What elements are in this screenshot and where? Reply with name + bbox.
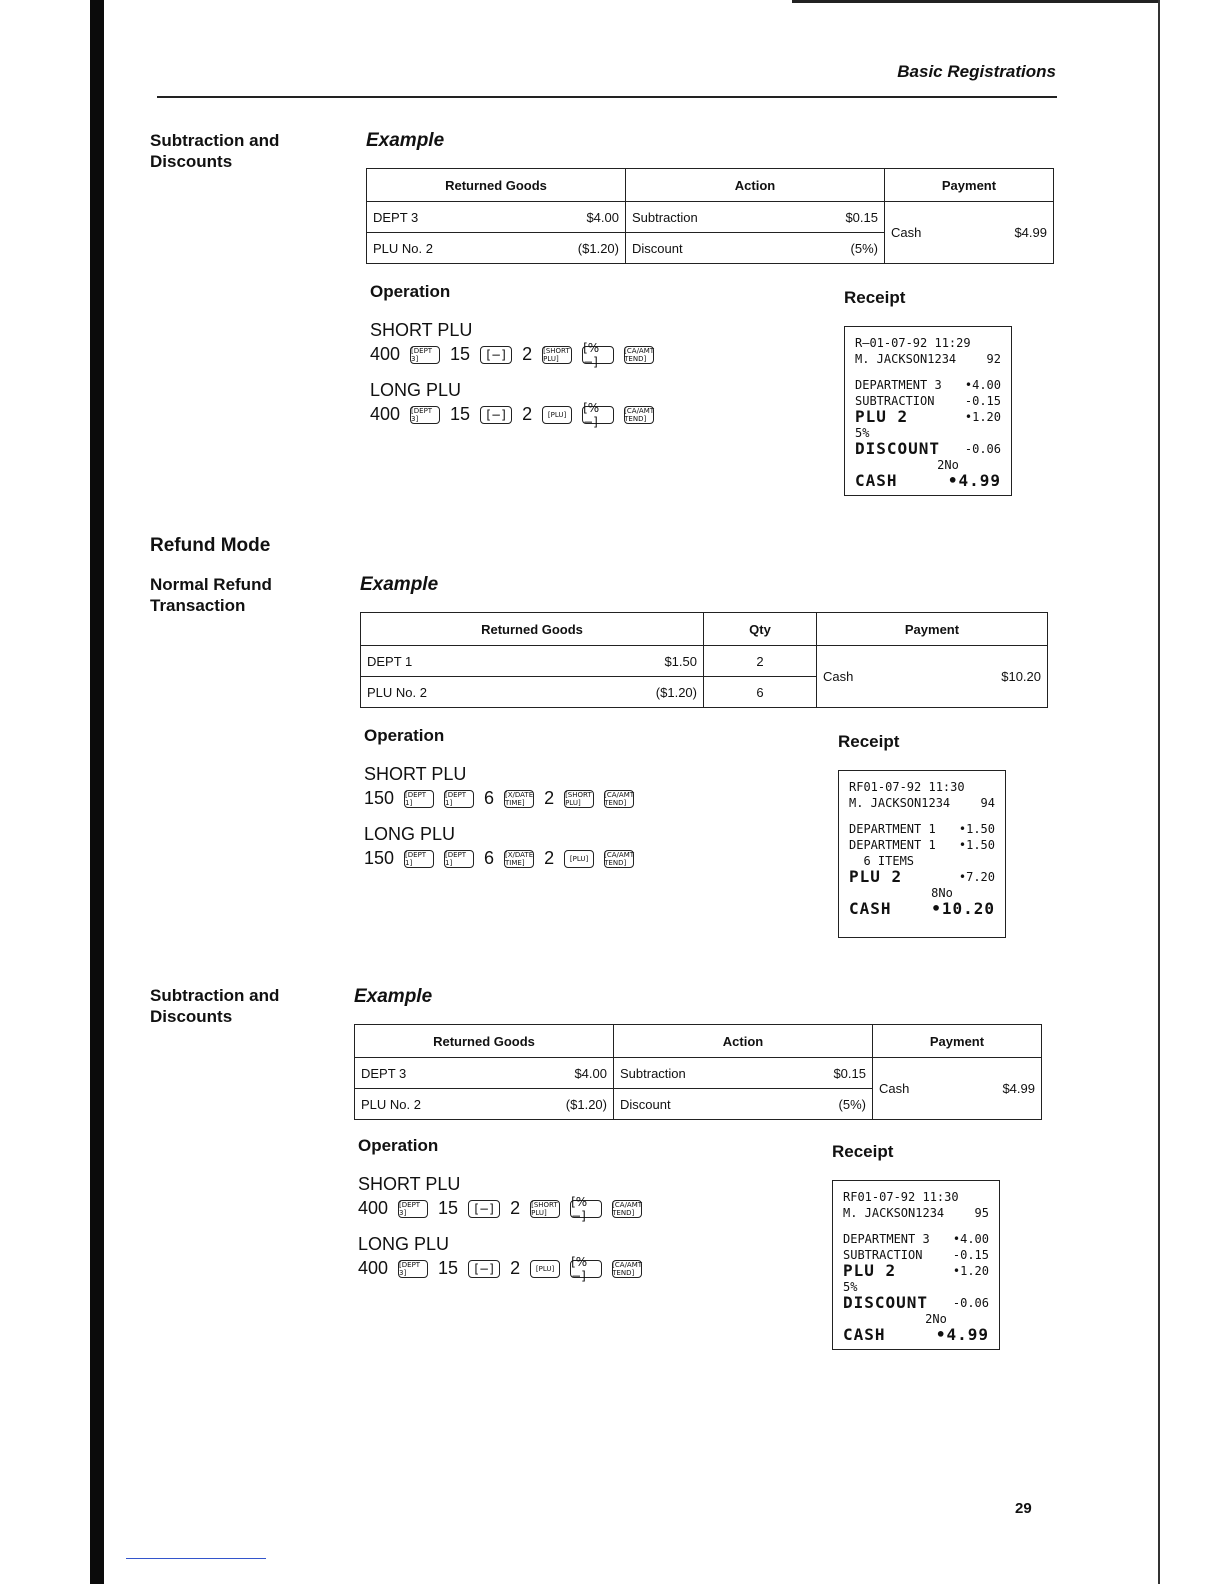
payment-method: Cash: [879, 1081, 910, 1096]
binding-edge: [90, 0, 104, 1584]
operation-title: Operation: [358, 1136, 439, 1155]
table-cell: [626, 202, 885, 233]
payment-amount: $10.20: [1001, 669, 1041, 684]
receipt-count: 2No: [937, 458, 959, 472]
example-label: Example: [366, 130, 445, 151]
receipt-line-label: 6 ITEMS: [849, 854, 915, 868]
receipt-line-value: •1.50: [958, 822, 995, 836]
payment-amount: $4.99: [1014, 225, 1047, 240]
table-cell: [614, 1058, 873, 1089]
item-amount: $4.00: [574, 1065, 607, 1081]
top-edge-line: [792, 0, 1160, 3]
table-cell: [367, 202, 626, 233]
key-entry: 15: [450, 404, 471, 424]
short-plu-label: SHORT PLU: [358, 1174, 461, 1194]
receipt-line-value: •4.00: [952, 1232, 989, 1246]
cash-tend-key: [CA/AMT TEND]: [612, 1260, 643, 1277]
item-amount: ($1.20): [565, 1096, 607, 1112]
short-plu-keys: [370, 340, 655, 369]
key-entry: 400: [370, 404, 401, 424]
receipt-line-label: DISCOUNT: [843, 1293, 929, 1312]
key-entry: 150: [364, 788, 395, 808]
key-entry: 400: [358, 1198, 389, 1218]
item-amount: $4.00: [586, 209, 619, 225]
side-label-subtraction-discounts-2: Subtraction and Discounts: [150, 986, 280, 1026]
short-plu-key: [SHORT PLU]: [542, 346, 572, 364]
percent-minus-key: [%−]: [570, 1260, 602, 1278]
dept-key: [DEPT 1]: [444, 790, 474, 808]
receipt-total-label: CASH: [843, 1325, 886, 1344]
action-name: Subtraction: [632, 209, 698, 225]
key-entry: 400: [370, 344, 401, 364]
example-label: Example: [354, 986, 433, 1007]
item-name: DEPT 3: [373, 209, 419, 225]
short-plu-key: [SHORT PLU]: [564, 790, 594, 808]
receipt-line-value: -0.15: [952, 1248, 989, 1262]
receipt-clerk: M. JACKSON1234: [849, 796, 951, 810]
short-plu-key: [SHORT PLU]: [530, 1200, 560, 1218]
receipt-line-label: DISCOUNT: [855, 439, 941, 458]
cash-tend-key: [CA/AMT TEND]: [612, 1200, 643, 1217]
example-label: Example: [360, 574, 439, 595]
dept-key: [DEPT 3]: [410, 346, 440, 364]
col-header: Action: [614, 1025, 873, 1058]
operation-title: Operation: [364, 726, 445, 745]
key-entry: 15: [450, 344, 471, 364]
item-name: PLU No. 2: [367, 684, 427, 700]
receipt-header: RF01-07-92 11:30: [849, 780, 965, 794]
payment-cell: [817, 646, 1048, 708]
receipt-total-label: CASH: [855, 471, 898, 490]
long-plu-keys: [358, 1254, 643, 1283]
footer-line: [126, 1558, 266, 1559]
table-cell: [361, 677, 704, 708]
receipt-line-label: PLU 2: [843, 1261, 897, 1280]
short-plu-keys: [364, 788, 634, 809]
key-entry: 6: [484, 788, 495, 808]
key-entry: 2: [544, 788, 555, 808]
table-cell: [355, 1089, 614, 1120]
action-name: Subtraction: [620, 1065, 686, 1081]
col-header: Payment: [817, 613, 1048, 646]
receipt-line-value: •7.20: [958, 870, 995, 884]
key-entry: 15: [438, 1258, 459, 1278]
receipt-line-label: SUBTRACTION: [855, 394, 935, 408]
receipt-count: 8No: [931, 886, 953, 900]
cash-tend-key: [CA/AMT TEND]: [624, 346, 655, 363]
short-plu-label: SHORT PLU: [370, 320, 473, 340]
minus-key: [−]: [480, 406, 512, 424]
receipt-line-label: PLU 2: [849, 867, 903, 886]
item-amount: ($1.20): [577, 240, 619, 256]
right-edge-line: [1158, 0, 1160, 1584]
minus-key: [−]: [468, 1200, 500, 1218]
receipt-line-value: •1.20: [952, 1264, 989, 1278]
example-section-2: [360, 574, 1060, 974]
col-header: Returned Goods: [355, 1025, 614, 1058]
dept-key: [DEPT 1]: [444, 850, 474, 868]
key-entry: 2: [522, 404, 533, 424]
receipt-line-value: -0.15: [964, 394, 1001, 408]
payment-cell: [885, 202, 1054, 264]
key-entry: 2: [522, 344, 533, 364]
receipt-line-label: 5%: [855, 426, 870, 440]
action-amount: (5%): [838, 1096, 866, 1112]
col-header: Returned Goods: [367, 169, 626, 202]
receipt-line-label: PLU 2: [855, 407, 909, 426]
key-entry: 2: [510, 1198, 521, 1218]
receipt-clerk: M. JACKSON1234: [843, 1206, 945, 1220]
short-plu-label: SHORT PLU: [364, 764, 467, 784]
item-name: DEPT 3: [361, 1065, 407, 1081]
table-cell: [614, 1089, 873, 1120]
operation-title: Operation: [370, 282, 451, 301]
side-heading-refund-mode: Refund Mode: [150, 535, 271, 556]
payment-method: Cash: [891, 225, 922, 240]
receipt-count: 2No: [925, 1312, 947, 1326]
key-entry: 400: [358, 1258, 389, 1278]
receipt-line-label: DEPARTMENT 1: [849, 822, 936, 836]
long-plu-keys: [370, 400, 655, 429]
receipt-title: Receipt: [844, 288, 906, 307]
qty-cell: 6: [704, 677, 817, 708]
plu-key: [PLU]: [564, 850, 594, 868]
cash-tend-key: [CA/AMT TEND]: [604, 790, 635, 807]
qty-cell: 2: [704, 646, 817, 677]
payment-amount: $4.99: [1002, 1081, 1035, 1096]
minus-key: [−]: [468, 1260, 500, 1278]
col-header: Returned Goods: [361, 613, 704, 646]
dept-key: [DEPT 3]: [410, 406, 440, 424]
table-cell: [367, 233, 626, 264]
receipt-line-value: •4.00: [964, 378, 1001, 392]
long-plu-label: LONG PLU: [358, 1234, 450, 1254]
receipt-line-value: •1.20: [964, 410, 1001, 424]
table-cell: [361, 646, 704, 677]
col-header: Payment: [885, 169, 1054, 202]
key-entry: 6: [484, 848, 495, 868]
long-plu-label: LONG PLU: [364, 824, 456, 844]
receipt-total: •10.20: [931, 899, 995, 918]
plu-key: [PLU]: [542, 406, 572, 424]
item-name: DEPT 1: [367, 653, 413, 669]
receipt-total: •4.99: [935, 1325, 989, 1344]
dept-key: [DEPT 3]: [398, 1260, 428, 1278]
cash-tend-key: [CA/AMT TEND]: [624, 406, 655, 423]
receipt: [838, 770, 1006, 938]
receipt-number: 95: [974, 1206, 989, 1220]
table-cell: [626, 233, 885, 264]
action-name: Discount: [620, 1096, 671, 1112]
example-table: [366, 168, 1054, 264]
plu-key: [PLU]: [530, 1260, 560, 1278]
receipt-line-value: -0.06: [964, 442, 1001, 456]
item-amount: ($1.20): [655, 684, 697, 700]
multiply-date-key: [X/DATE TIME]: [505, 790, 534, 807]
receipt-line-label: DEPARTMENT 3: [855, 378, 942, 392]
page-header-title: Basic Registrations: [897, 62, 1056, 81]
receipt-line-value: •1.50: [958, 838, 995, 852]
receipt-header: RF01-07-92 11:30: [843, 1190, 959, 1204]
receipt: [844, 326, 1012, 496]
receipt-total-label: CASH: [849, 899, 892, 918]
col-header: Payment: [873, 1025, 1042, 1058]
key-entry: 15: [438, 1198, 459, 1218]
receipt-number: 92: [986, 352, 1001, 366]
key-entry: 150: [364, 848, 395, 868]
percent-minus-key: [%−]: [570, 1200, 602, 1218]
long-plu-keys: [364, 848, 634, 869]
receipt-title: Receipt: [832, 1142, 894, 1161]
percent-minus-key: [%−]: [582, 346, 614, 364]
action-amount: (5%): [850, 240, 878, 256]
receipt-clerk: M. JACKSON1234: [855, 352, 957, 366]
action-amount: $0.15: [845, 209, 878, 225]
action-amount: $0.15: [833, 1065, 866, 1081]
col-header: Action: [626, 169, 885, 202]
col-header: Qty: [704, 613, 817, 646]
payment-cell: [873, 1058, 1042, 1120]
cash-tend-key: [CA/AMT TEND]: [604, 850, 635, 867]
example-section-1: [366, 130, 1066, 530]
table-cell: [355, 1058, 614, 1089]
receipt-line-value: -0.06: [952, 1296, 989, 1310]
key-entry: 2: [544, 848, 555, 868]
receipt-total: •4.99: [947, 471, 1001, 490]
minus-key: [−]: [480, 346, 512, 364]
receipt-line-label: DEPARTMENT 1: [849, 838, 936, 852]
page-number: 29: [1015, 1500, 1032, 1517]
multiply-date-key: [X/DATE TIME]: [505, 850, 534, 867]
item-amount: $1.50: [664, 653, 697, 669]
key-entry: 2: [510, 1258, 521, 1278]
long-plu-label: LONG PLU: [370, 380, 462, 400]
dept-key: [DEPT 3]: [398, 1200, 428, 1218]
dept-key: [DEPT 1]: [404, 850, 434, 868]
item-name: PLU No. 2: [361, 1096, 421, 1112]
dept-key: [DEPT 1]: [404, 790, 434, 808]
item-name: PLU No. 2: [373, 240, 433, 256]
example-section-3: [354, 986, 1054, 1386]
action-name: Discount: [632, 240, 683, 256]
receipt-header: R—01-07-92 11:29: [855, 336, 971, 350]
short-plu-keys: [358, 1194, 643, 1223]
receipt: [832, 1180, 1000, 1350]
payment-method: Cash: [823, 669, 854, 684]
side-label-normal-refund: Normal Refund Transaction: [150, 575, 272, 615]
percent-minus-key: [%−]: [582, 406, 614, 424]
receipt-title: Receipt: [838, 732, 900, 751]
header-rule: [157, 96, 1057, 98]
receipt-line-label: DEPARTMENT 3: [843, 1232, 930, 1246]
side-label-subtraction-discounts: Subtraction and Discounts: [150, 131, 280, 171]
receipt-line-label: SUBTRACTION: [843, 1248, 923, 1262]
receipt-number: 94: [980, 796, 995, 810]
example-table: [360, 612, 1048, 708]
receipt-line-label: 5%: [843, 1280, 858, 1294]
example-table: [354, 1024, 1042, 1120]
